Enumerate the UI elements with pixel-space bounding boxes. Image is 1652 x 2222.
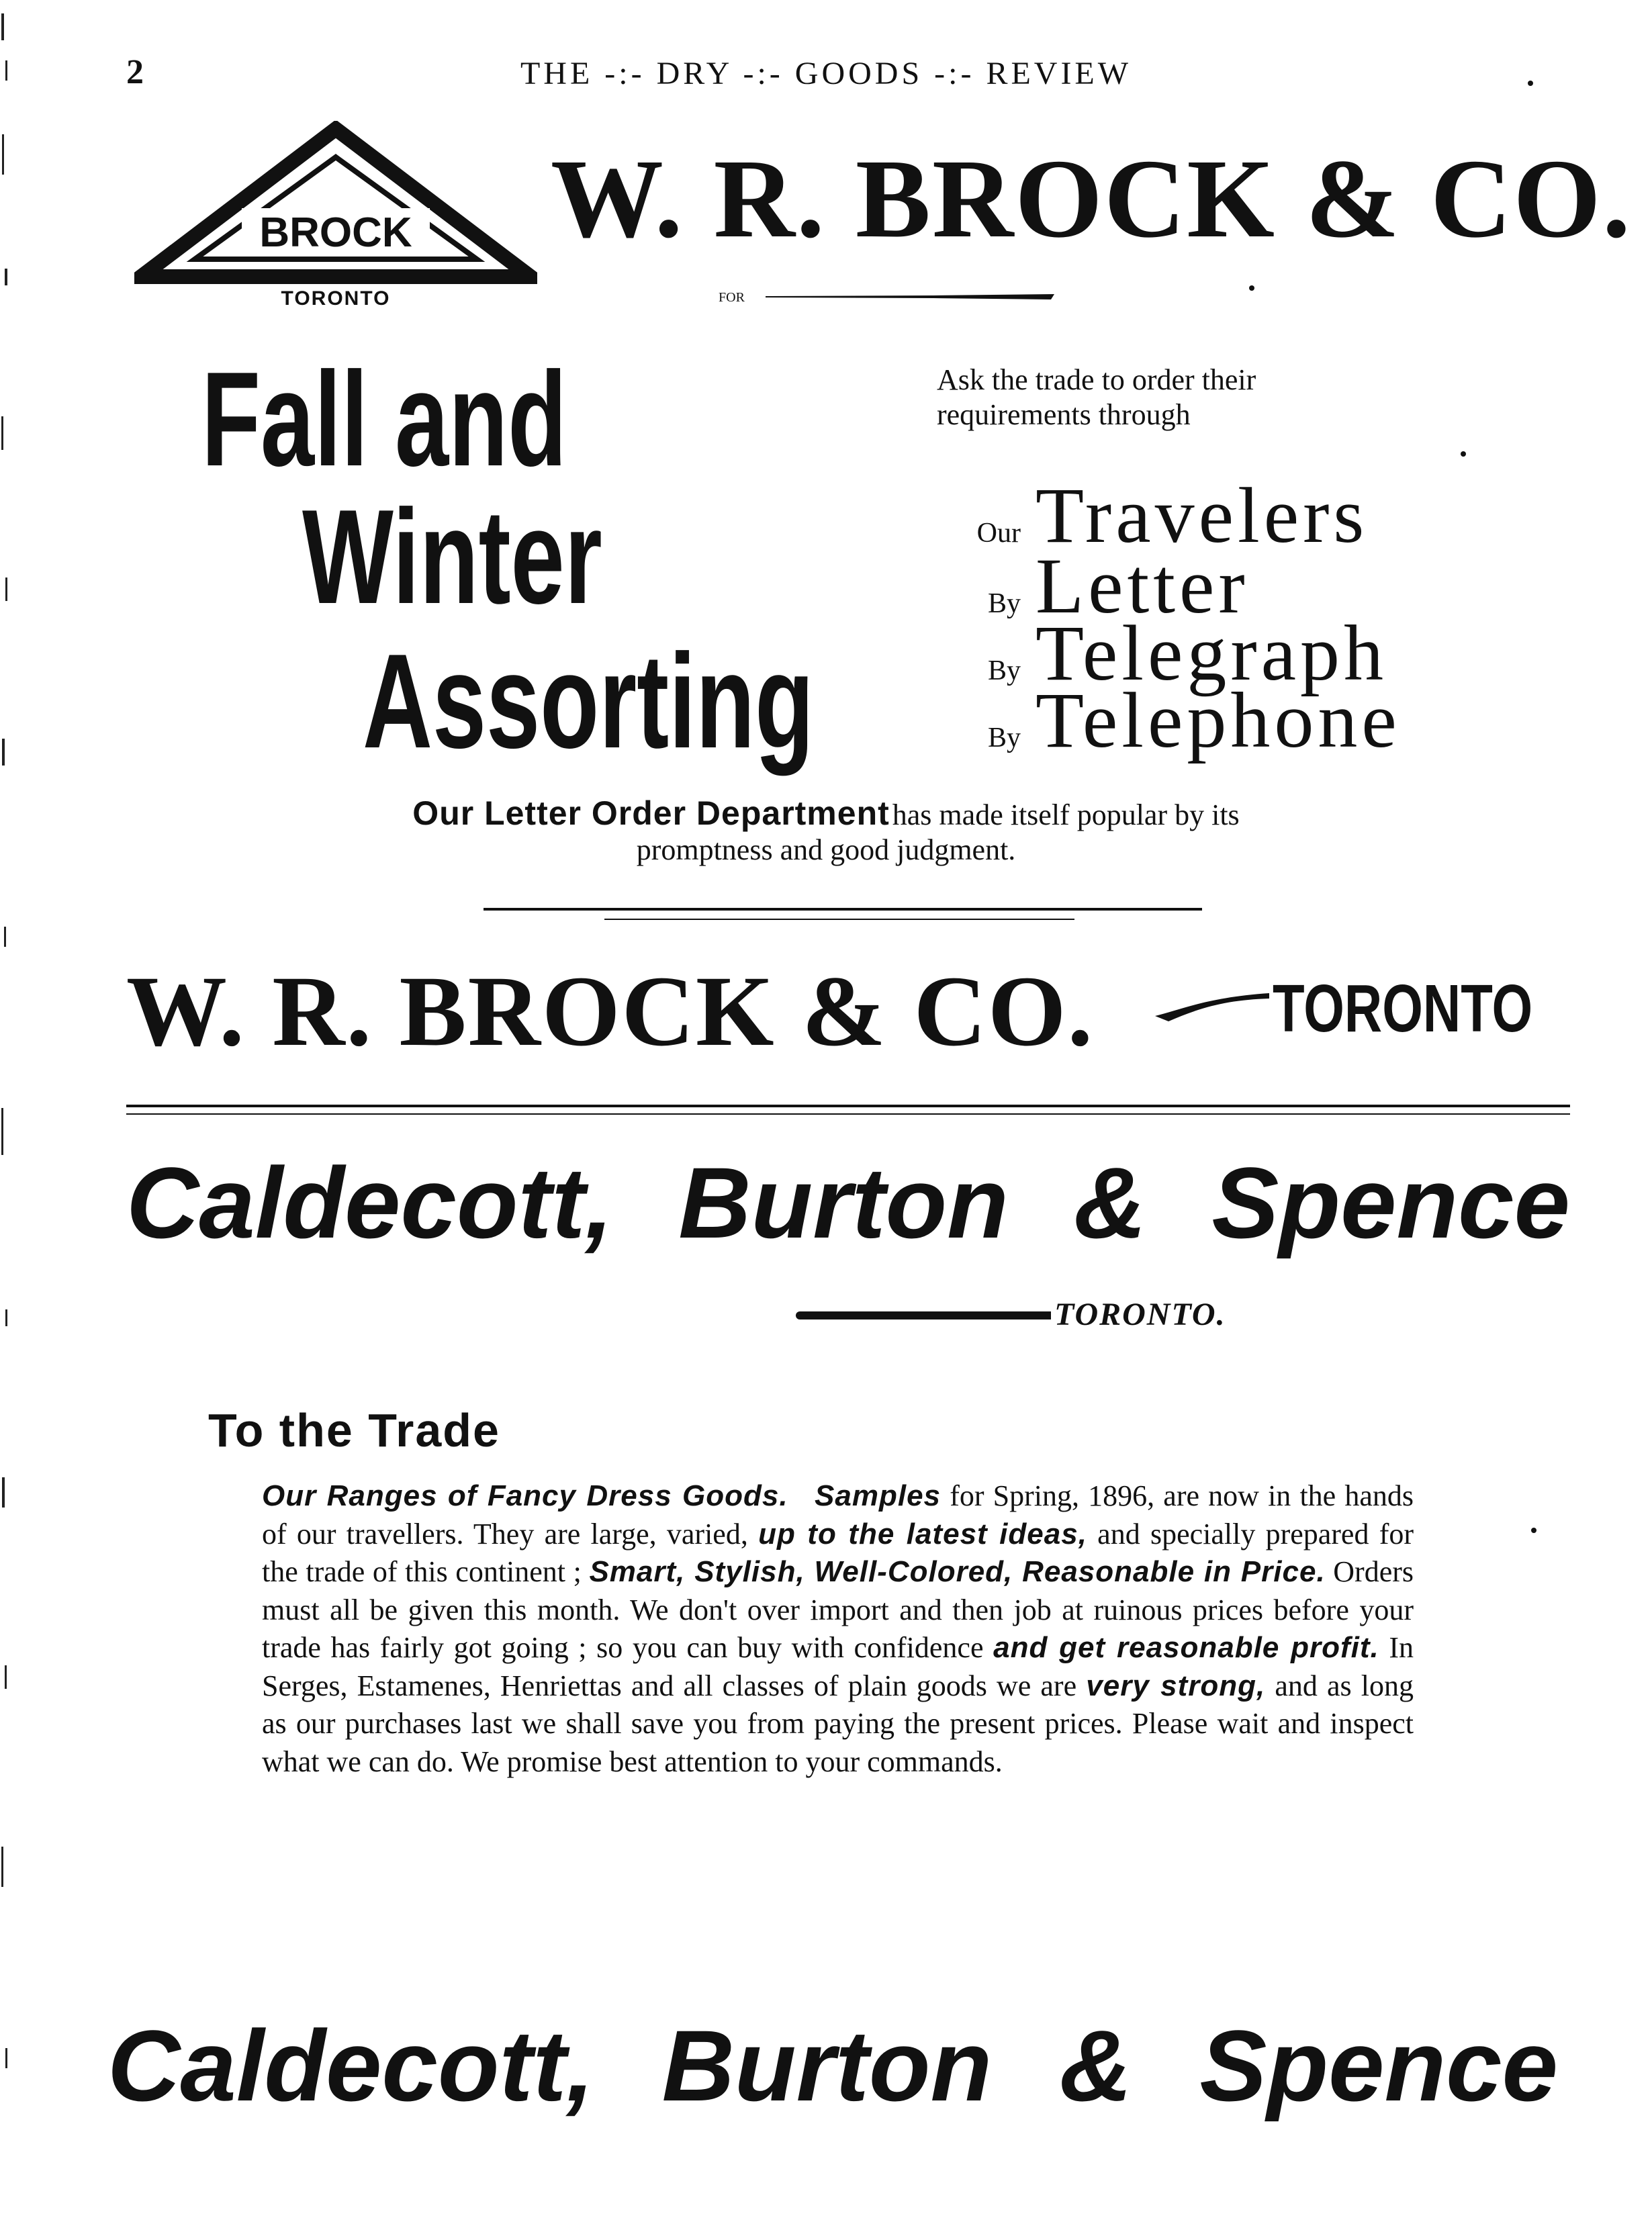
method-prefix: Our <box>976 518 1021 549</box>
emphasis-text: very strong, <box>1086 1669 1266 1702</box>
decorative-rule <box>796 1311 1051 1320</box>
method-prefix: By <box>987 588 1021 619</box>
page-number: 2 <box>126 53 144 91</box>
order-method-telephone <box>920 675 1401 766</box>
for-label: FOR <box>719 290 745 305</box>
brock-footer-city: TORONTO <box>1273 971 1533 1046</box>
cbs-title-word: Spence <box>1211 1146 1570 1259</box>
running-header-title: THE -:- DRY -:- GOODS -:- REVIEW <box>520 56 1132 91</box>
divider-rule <box>126 1105 1570 1107</box>
method-word: Telephone <box>1036 676 1401 764</box>
cbs-title-word: & <box>1059 2009 1132 2122</box>
method-prefix: By <box>987 655 1021 686</box>
cbs-title-word: Burton <box>678 1146 1009 1259</box>
method-word: Telegraph <box>1036 609 1388 697</box>
body-text: for Spring, 1896, are now in the hands of our travellers. They are large, varied, <box>262 1479 1414 1550</box>
ask-trade-line: requirements through <box>937 398 1191 431</box>
cbs-title-word: Caldecott, <box>107 2009 595 2122</box>
letter-dept-text-line2: promptness and good judgment. <box>636 833 1016 866</box>
print-speck <box>1249 285 1254 291</box>
ask-trade-line: Ask the trade to order their <box>937 363 1256 396</box>
emphasis-text: Samples <box>815 1479 942 1512</box>
cbs-title-word: Burton <box>661 2009 993 2122</box>
method-prefix: By <box>987 723 1021 753</box>
method-word: Letter <box>1036 542 1249 630</box>
to-the-trade-heading: To the Trade <box>208 1404 500 1456</box>
letter-dept-line <box>0 794 1652 833</box>
brock-footer-company: W. R. BROCK & CO. <box>126 956 1095 1067</box>
body-text: and as long as our purchases last we shall save you from paying the present prices. Please wait and inspect what we can do. We promise best attention to your commands. <box>262 1669 1414 1778</box>
emphasis-text: Our Ranges of Fancy Dress Goods. <box>262 1479 788 1512</box>
cbs-company-title <box>126 1145 1570 1261</box>
logo-city: TORONTO <box>281 287 391 310</box>
cbs-footer-title <box>107 2008 1558 2124</box>
headline-winter: Winter <box>302 482 602 632</box>
cbs-title-word: Spence <box>1199 2009 1558 2122</box>
body-text: Orders must all be given this month. We don't over import and then job at ruinous prices before your trade has fairly got going ; so you can buy with confidence <box>262 1555 1414 1664</box>
letter-dept-emphasis: Our Letter Order Department <box>412 794 890 832</box>
emphasis-text: Smart, Stylish, Well-Colored, Reasonable in Price. <box>589 1555 1326 1588</box>
print-speck <box>1461 451 1466 457</box>
decorative-swash <box>1155 990 1269 1024</box>
print-speck <box>1531 1528 1536 1533</box>
emphasis-text: and get reasonable profit. <box>993 1631 1379 1664</box>
to-the-trade-body <box>262 1477 1414 1781</box>
method-word: Travelers <box>1036 471 1369 559</box>
emphasis-text: up to the latest ideas, <box>758 1517 1087 1550</box>
brock-company-title: W. R. BROCK & CO. <box>551 136 1632 261</box>
decorative-rule <box>766 294 1054 299</box>
body-text: and specially prepared for the trade of this continent ; <box>262 1517 1414 1588</box>
divider-rule <box>126 1113 1570 1115</box>
cbs-city: TORONTO. <box>1054 1297 1226 1332</box>
binding-edge-marks <box>0 0 9 2222</box>
logo-wordmark: BROCK <box>259 210 412 256</box>
divider-rule <box>484 908 1202 911</box>
body-text: In Serges, Estamenes, Henriettas and all classes of plain goods we are <box>262 1631 1414 1702</box>
letter-dept-text: has made itself popular by its <box>892 798 1240 831</box>
cbs-title-word: & <box>1073 1146 1147 1259</box>
divider-rule <box>604 919 1074 920</box>
headline-assorting: Assorting <box>363 627 815 776</box>
cbs-title-word: Caldecott, <box>126 1146 614 1259</box>
headline-fall-and: Fall and <box>201 344 567 494</box>
